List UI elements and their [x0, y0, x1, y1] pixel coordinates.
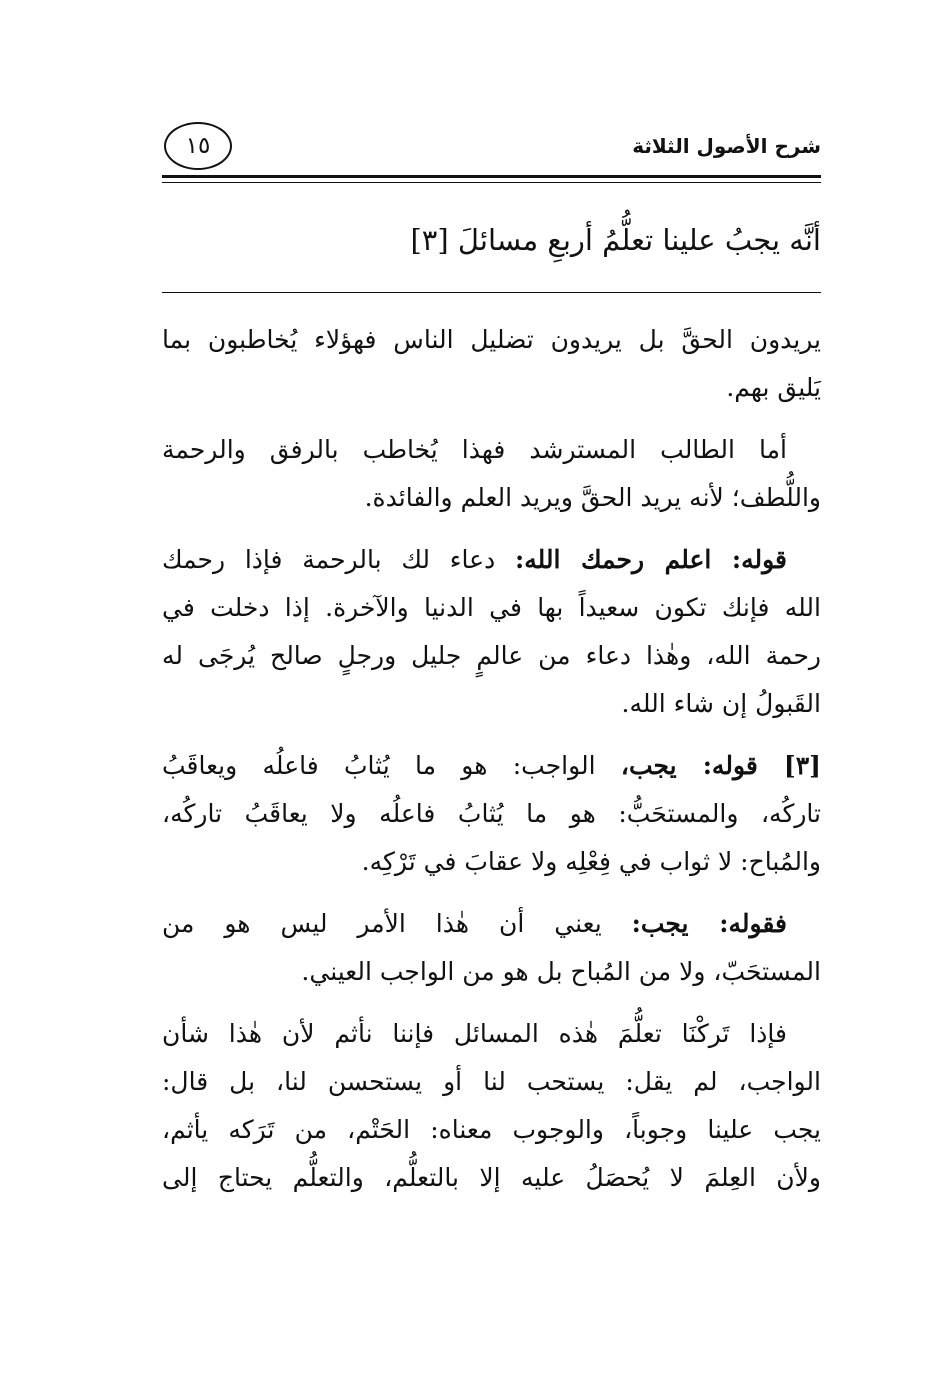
paragraph [162, 1010, 821, 1202]
text-line: الواجب، لم يقل: يستحب لنا أو يستحسن لنا، بل قال: [162, 1067, 821, 1096]
text-run: يعني أن هٰذا الأمر ليس هو من [162, 909, 602, 938]
text-line: الله فإنك تكون سعيداً بها في الدنيا والآخرة. إذا دخلت في [162, 593, 821, 622]
page-header [162, 118, 821, 176]
text-line: ولأن العِلمَ لا يُحصَلُ عليه إلا بالتعلُّم، والتعلُّم يحتاج إلى [162, 1163, 821, 1192]
text-line: أما الطالب المسترشد فهذا يُخاطب بالرفق والرحمة [162, 435, 787, 464]
commentary-body [162, 316, 821, 1202]
paragraph [162, 316, 821, 412]
paragraph-lead: قوله: اعلم رحمك الله: [514, 545, 787, 574]
header-rule-thin [162, 182, 821, 183]
text-line: القَبولُ إن شاء الله. [621, 689, 821, 718]
text-line [162, 900, 821, 948]
text-line: رحمة الله، وهٰذا دعاء من عالمٍ جليل ورجلٍ صالح يُرجَى له [162, 641, 821, 670]
text-line: واللُّطف؛ لأنه يريد الحقَّ ويريد العلم والفائدة. [364, 483, 821, 512]
page-number: ١٥ [164, 122, 232, 170]
paragraph-lead: [٣] قوله: يجب، [620, 751, 821, 780]
text-line: فإذا تَركْنَا تعلُّمَ هٰذه المسائل فإننا نأثم لأن هٰذا شأن [162, 1019, 787, 1048]
text-line: يجب علينا وجوباً، والوجوب معناه: الحَتْم، من تَرَكه يأثم، [162, 1115, 821, 1144]
paragraph [162, 426, 821, 522]
text-line: يريدون الحقَّ بل يريدون تضليل الناس فهؤلاء يُخاطبون بما [162, 325, 821, 354]
paragraph-lead: فقوله: يجب: [631, 909, 787, 938]
text-line [162, 742, 821, 790]
paragraph [162, 536, 821, 728]
text-run: الواجب: هو ما يُثابُ فاعلُه ويعاقَبُ [162, 751, 596, 780]
matn-text: أنَّه يجبُ علينا تعلُّمُ أربعِ مسائلَ [٣] [410, 223, 821, 257]
running-title: شرح الأصول الثلاثة [632, 134, 821, 158]
text-line [162, 536, 821, 584]
text-line: المستحَبّ، ولا من المُباح بل هو من الواجب العيني. [301, 957, 821, 986]
matn-divider [162, 292, 821, 293]
text-line: تاركُه، والمستحَبُّ: هو ما يُثابُ فاعلُه ولا يعاقَبُ تاركُه، [162, 799, 821, 828]
text-line: يَليق بهم. [726, 373, 821, 402]
text-run: دعاء لك بالرحمة فإذا رحمك [162, 545, 496, 574]
text-line: والمُباح: لا ثواب في فِعْلِه ولا عقابَ في تَرْكِه. [361, 847, 821, 876]
paragraph [162, 742, 821, 886]
header-rule [162, 175, 821, 178]
paragraph [162, 900, 821, 996]
